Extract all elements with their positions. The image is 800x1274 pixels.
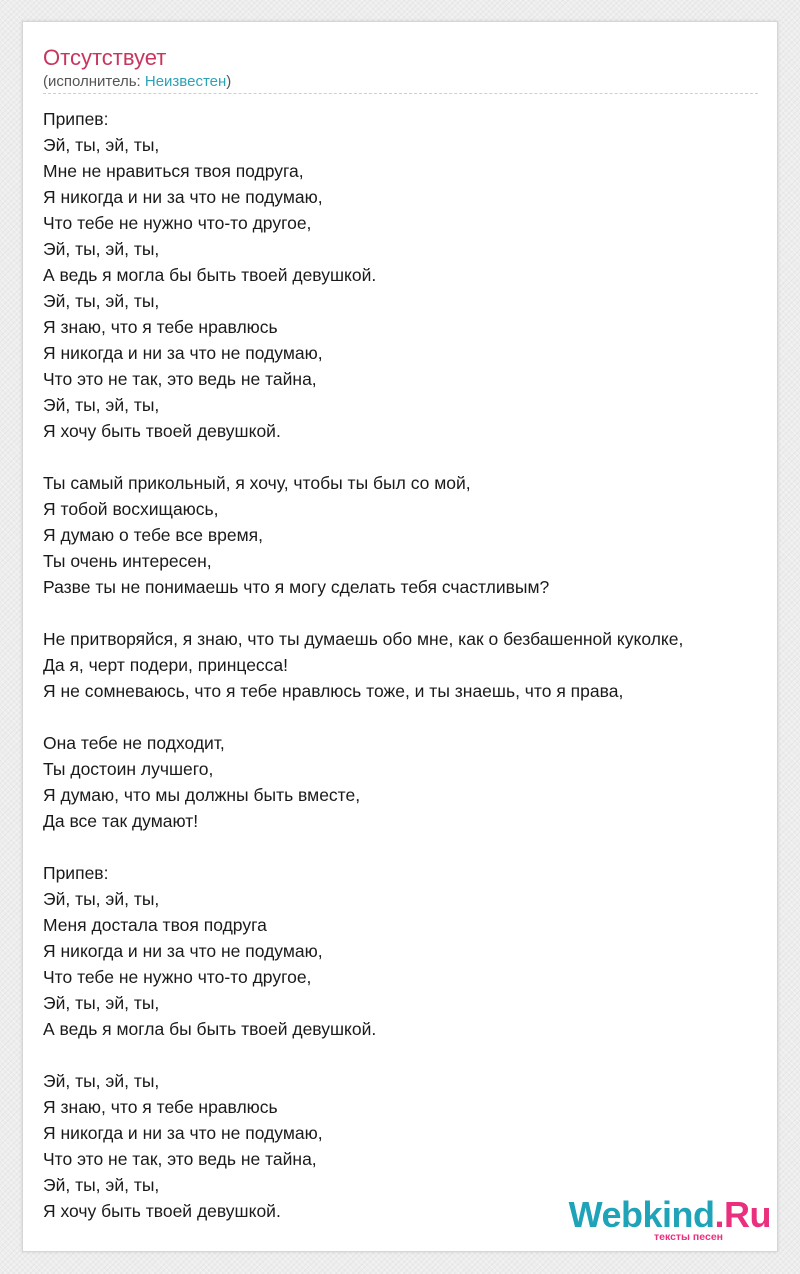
lyrics-stanza: [43, 470, 778, 600]
lyrics-stanza: [43, 860, 778, 1042]
lyric-line: Припев:: [43, 109, 109, 129]
lyric-line: Мне не нравиться твоя подруга,: [43, 161, 304, 181]
lyric-line: А ведь я могла бы быть твоей девушкой.: [43, 265, 377, 285]
lyric-line: Эй, ты, эй, ты,: [43, 239, 160, 259]
lyric-line: Эй, ты, эй, ты,: [43, 1175, 160, 1195]
artist-prefix: (исполнитель:: [43, 73, 145, 90]
lyrics-stanza: [43, 626, 778, 704]
logo-brand: Webkind: [568, 1194, 715, 1235]
lyrics-stanza: [43, 106, 778, 444]
lyric-line: Разве ты не понимаешь что я могу сделать тебя счастливым?: [43, 577, 550, 597]
lyric-line: Я никогда и ни за что не подумаю,: [43, 1123, 323, 1143]
lyric-line: Я хочу быть твоей девушкой.: [43, 1201, 281, 1221]
artist-suffix: ): [226, 73, 232, 90]
lyric-line: Я не сомневаюсь, что я тебе нравлюсь тоже, и ты знаешь, что я права,: [43, 681, 624, 701]
logo-tld: .Ru: [714, 1194, 771, 1235]
lyric-line: Ты очень интересен,: [43, 551, 212, 571]
logo-wordmark: [569, 1195, 771, 1235]
lyric-line: Припев:: [43, 863, 109, 883]
lyric-line: Эй, ты, эй, ты,: [43, 1071, 160, 1091]
lyric-line: Я думаю, что мы должны быть вместе,: [43, 785, 361, 805]
song-title: Отсутствует: [43, 45, 167, 70]
lyric-line: Эй, ты, эй, ты,: [43, 395, 160, 415]
lyrics-body: [43, 106, 778, 1250]
title-divider: [43, 93, 758, 94]
lyric-line: Эй, ты, эй, ты,: [43, 135, 160, 155]
lyrics-stanza: [43, 730, 778, 834]
artist-line: [43, 72, 231, 92]
artist-link[interactable]: Неизвестен: [144, 73, 227, 90]
lyric-line: Да я, черт подери, принцесса!: [43, 655, 289, 675]
lyric-line: Что тебе не нужно что-то другое,: [43, 213, 312, 233]
lyric-line: Я никогда и ни за что не подумаю,: [43, 343, 323, 363]
lyric-line: Что это не так, это ведь не тайна,: [43, 369, 317, 389]
lyric-line: Я думаю о тебе все время,: [43, 525, 263, 545]
lyric-line: Меня достала твоя подруга: [43, 915, 267, 935]
lyric-line: А ведь я могла бы быть твоей девушкой.: [43, 1019, 377, 1039]
lyric-line: Она тебе не подходит,: [43, 733, 225, 753]
lyric-line: Не притворяйся, я знаю, что ты думаешь обо мне, как о безбашенной куколке,: [43, 629, 684, 649]
lyric-line: Я никогда и ни за что не подумаю,: [43, 941, 323, 961]
lyric-line: Что это не так, это ведь не тайна,: [43, 1149, 317, 1169]
logo-tagline: тексты песен: [653, 1231, 723, 1243]
lyric-line: Что тебе не нужно что-то другое,: [43, 967, 312, 987]
lyric-line: Эй, ты, эй, ты,: [43, 889, 160, 909]
lyric-line: Эй, ты, эй, ты,: [43, 291, 160, 311]
lyric-line: Я тобой восхищаюсь,: [43, 499, 219, 519]
lyric-line: Я хочу быть твоей девушкой.: [43, 421, 281, 441]
lyric-line: Ты самый прикольный, я хочу, чтобы ты был со мой,: [43, 473, 471, 493]
lyrics-card: [22, 21, 778, 1252]
webkind-logo[interactable]: [568, 1194, 771, 1243]
lyric-line: Я никогда и ни за что не подумаю,: [43, 187, 323, 207]
lyric-line: Я знаю, что я тебе нравлюсь: [43, 317, 278, 337]
lyric-line: Ты достоин лучшего,: [43, 759, 214, 779]
lyric-line: Да все так думают!: [43, 811, 199, 831]
lyric-line: Я знаю, что я тебе нравлюсь: [43, 1097, 278, 1117]
lyric-line: Эй, ты, эй, ты,: [43, 993, 160, 1013]
